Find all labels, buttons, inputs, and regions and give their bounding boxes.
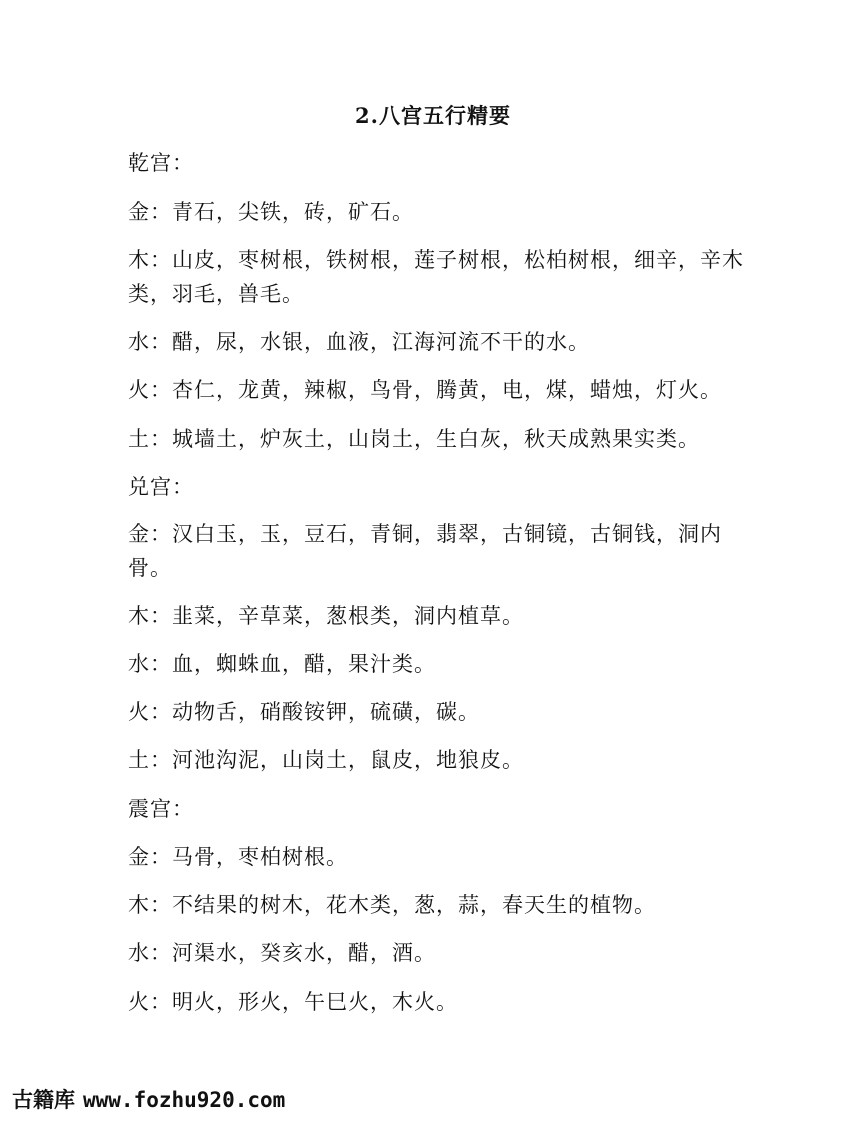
text-line: 土：河池沟泥，山岗土，鼠皮，地狼皮。 <box>128 748 524 772</box>
watermark-site-name: 古籍库 <box>12 1088 75 1112</box>
section-heading-dui: 兑宫： <box>128 475 194 499</box>
text-line: 火：动物舌，硝酸铵钾，硫磺，碳。 <box>128 700 480 724</box>
text-line: 土：城墙土，炉灰土，山岗土，生白灰，秋天成熟果实类。 <box>128 427 700 451</box>
text-line: 火：杏仁，龙黄，辣椒，鸟骨，腾黄，电，煤，蜡烛，灯火。 <box>128 378 722 402</box>
text-line: 水：血，蜘蛛血，醋，果汁类。 <box>128 652 436 676</box>
section-heading-qian: 乾宫： <box>128 151 194 175</box>
text-line: 金：汉白玉，玉，豆石，青铜，翡翠，古铜镜，古铜钱，洞内骨。 <box>128 522 722 580</box>
watermark <box>12 1084 285 1114</box>
page-title: 2.八宫五行精要 <box>355 103 511 128</box>
text-line: 金：青石，尖铁，砖，矿石。 <box>128 200 414 224</box>
watermark-url: www.fozhu920.com <box>83 1088 286 1112</box>
text-line: 水：河渠水，癸亥水，醋，酒。 <box>128 941 436 965</box>
text-line: 水：醋，尿，水银，血液，江海河流不干的水。 <box>128 330 590 354</box>
text-line: 木：山皮，枣树根，铁树根，莲子树根，松柏树根，细辛，辛木类，羽毛，兽毛。 <box>128 248 744 306</box>
text-line: 木：韭菜，辛草菜，葱根类，洞内植草。 <box>128 604 524 628</box>
section-heading-zhen: 震宫： <box>128 797 194 821</box>
text-line: 金：马骨，枣柏树根。 <box>128 845 348 869</box>
text-line: 木：不结果的树木，花木类，葱，蒜，春天生的植物。 <box>128 893 656 917</box>
text-line: 火：明火，形火，午巳火，木火。 <box>128 990 458 1014</box>
